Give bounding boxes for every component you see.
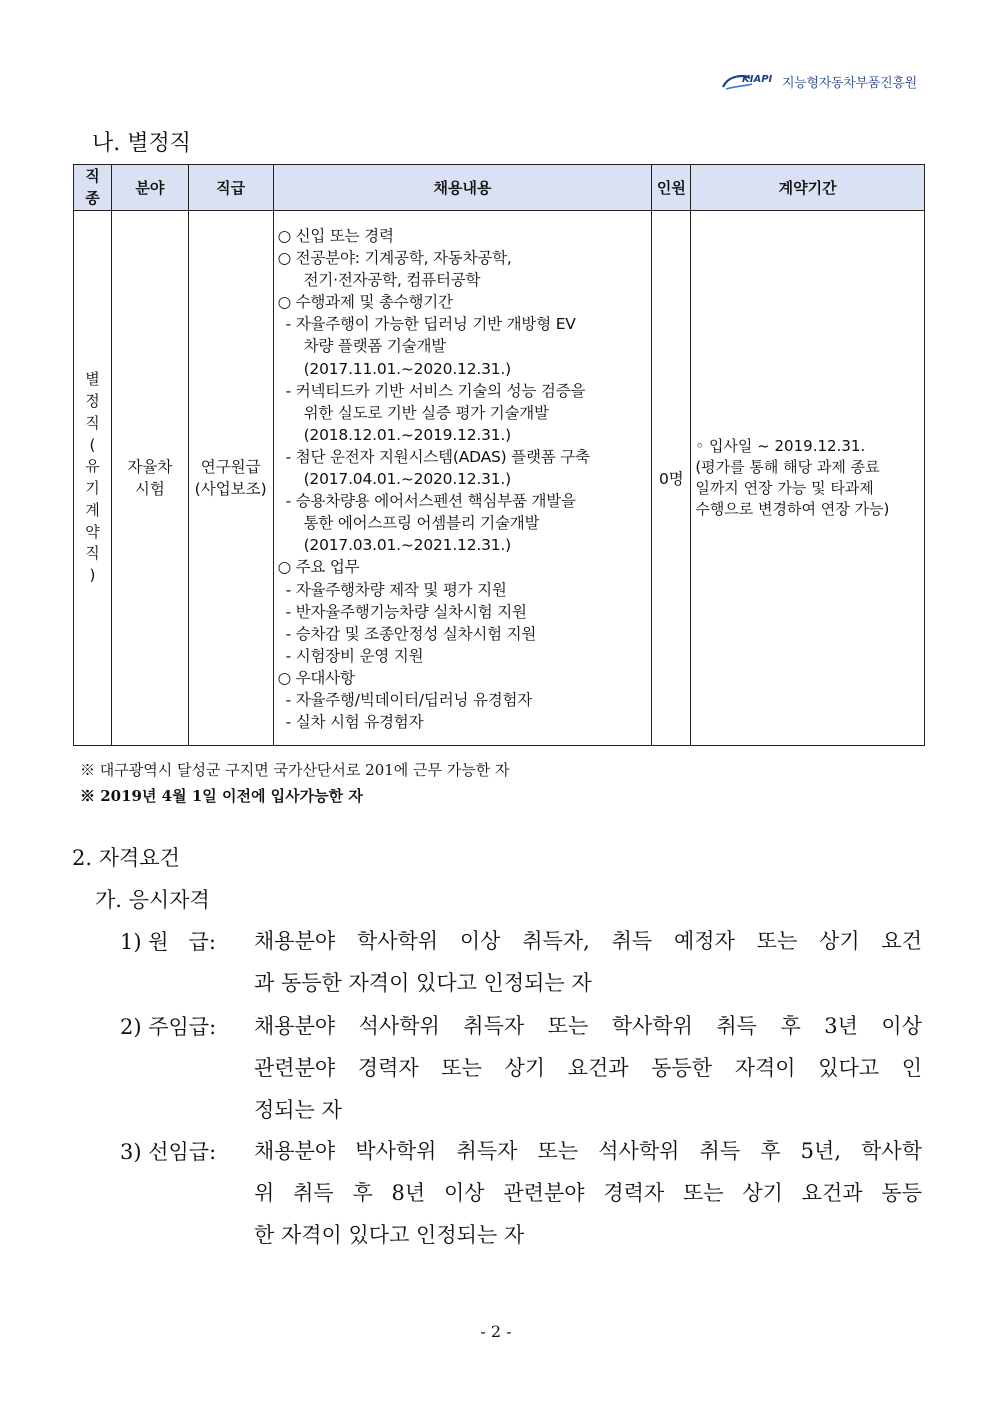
content-line: ○ 주요 업무 [277,558,360,577]
note-start-date: ※ 2019년 4월 1일 이전에 입사가능한 자 [80,787,363,805]
content-line: 전기·전자공학, 컴퓨터공학 [303,271,481,290]
qualification-label: 1) 원 급: [120,930,216,954]
vertical-char: ) [89,566,96,585]
vertical-char: ( [89,435,96,454]
qualification-line: 채용분야 학사학위 이상 취득자, 취득 예정자 또는 상기 요건 [254,929,922,953]
content-line: - 자율주행차량 제작 및 평가 지원 [285,580,507,599]
vertical-char: 약 [85,522,100,541]
page-number: - 2 - [480,1322,512,1341]
content-line: (2017.11.01.~2020.12.31.) [303,359,512,378]
contract-line: ◦ 입사일 ~ 2019.12.31. [695,437,866,456]
section-2-title: 2. 자격요건 [72,846,180,870]
kiapi-logo-icon [720,70,776,92]
header-field: 분야 [111,165,188,211]
job-table [73,164,925,746]
content-line: - 승차감 및 조종안정성 실차시험 지원 [285,624,537,643]
cell-job-type [74,211,112,746]
content-line: (2017.04.01.~2020.12.31.) [303,470,512,489]
qualification-line: 관련분야 경력자 또는 상기 요건과 동등한 자격이 있다고 인 [254,1056,922,1080]
header-content: 채용내용 [273,165,652,211]
contract-line: (평가를 통해 해당 과제 종료 [695,458,880,477]
content-line: - 반자율주행기능차량 실차시험 지원 [285,602,527,621]
logo-mark-text: KIAPI [742,74,773,85]
qualification-label: 2) 주임급: [120,1015,217,1039]
field-line-1: 자율차 [127,458,173,477]
header-contract: 계약기간 [691,165,925,211]
qualification-line: 채용분야 박사학위 취득자 또는 석사학위 취득 후 5년, 학사학 [254,1139,922,1163]
qualification-line: 정되는 자 [254,1098,342,1122]
qualification-line: 과 동등한 자격이 있다고 인정되는 자 [254,971,592,995]
content-line: - 승용차량용 에어서스펜션 핵심부품 개발을 [285,492,576,511]
table-row [74,211,925,746]
vertical-char: 직 [85,544,100,563]
vertical-char: 계 [85,500,100,519]
vertical-char: 별 [85,370,100,389]
content-line: 위한 실도로 기반 실증 평가 기술개발 [303,403,549,422]
content-line: ○ 신입 또는 경력 [277,227,394,245]
content-line: - 실차 시험 유경험자 [285,713,424,732]
logo-name: 지능형자동차부품진흥원 [782,75,917,91]
content-line: - 커넥티드카 기반 서비스 기술의 성능 검증을 [285,381,586,400]
content-line: (2017.03.01.~2021.12.31.) [303,536,512,555]
contract-line: 수행으로 변경하여 연장 가능) [695,500,890,519]
content-line: ○ 우대사항 [277,668,355,687]
vertical-char: 기 [85,479,100,498]
cell-contract [691,211,925,746]
content-line: (2018.12.01.~2019.12.31.) [303,425,512,444]
content-line: 차량 플랫폼 기술개발 [303,337,446,356]
vertical-char: 유 [85,457,100,476]
header-grade: 직급 [188,165,273,211]
qualification-line: 위 취득 후 8년 이상 관련분야 경력자 또는 상기 요건과 동등 [254,1181,922,1205]
notes [80,757,510,809]
content-line: ○ 수행과제 및 총수행기간 [277,293,453,312]
content-line: 통한 에어스프링 어셈블리 기술개발 [303,514,540,533]
content-line: - 자율주행/빅데이터/딥러닝 유경험자 [285,690,533,709]
cell-grade [188,211,273,746]
content-line: - 첨단 운전자 지원시스템(ADAS) 플랫폼 구축 [285,447,590,466]
field-line-2: 시험 [134,480,165,499]
content-line: - 자율주행이 가능한 딥러닝 기반 개방형 EV [285,315,576,334]
header-job-type [74,165,112,211]
vertical-char: 직 [85,413,100,432]
content-line: - 시험장비 운영 지원 [285,646,424,665]
vertical-char: 정 [85,392,100,411]
qualification-label: 3) 선임급: [120,1140,217,1164]
cell-field [111,211,188,746]
contract-line: 일까지 연장 가능 및 타과제 [695,479,874,498]
header-headcount: 인원 [652,165,691,211]
table-header-row [74,165,925,211]
cell-content [273,211,652,746]
grade-line-2: (사업보조) [194,480,267,499]
qualification-line: 한 자격이 있다고 인정되는 자 [254,1223,525,1247]
note-location: ※ 대구광역시 달성군 구지면 국가산단서로 201에 근무 가능한 자 [80,761,510,779]
grade-line-1: 연구원급 [200,458,261,477]
vertical-char: 직 [85,166,100,185]
section-title: 나. 별정직 [92,131,191,156]
content-line: ○ 전공분야: 기계공학, 자동차공학, [277,249,512,268]
section-2-subtitle: 가. 응시자격 [95,888,210,912]
header-logo [720,70,917,92]
vertical-char: 종 [85,188,100,207]
cell-headcount: 0명 [652,211,691,746]
qualification-line: 채용분야 석사학위 취득자 또는 학사학위 취득 후 3년 이상 [254,1014,922,1038]
